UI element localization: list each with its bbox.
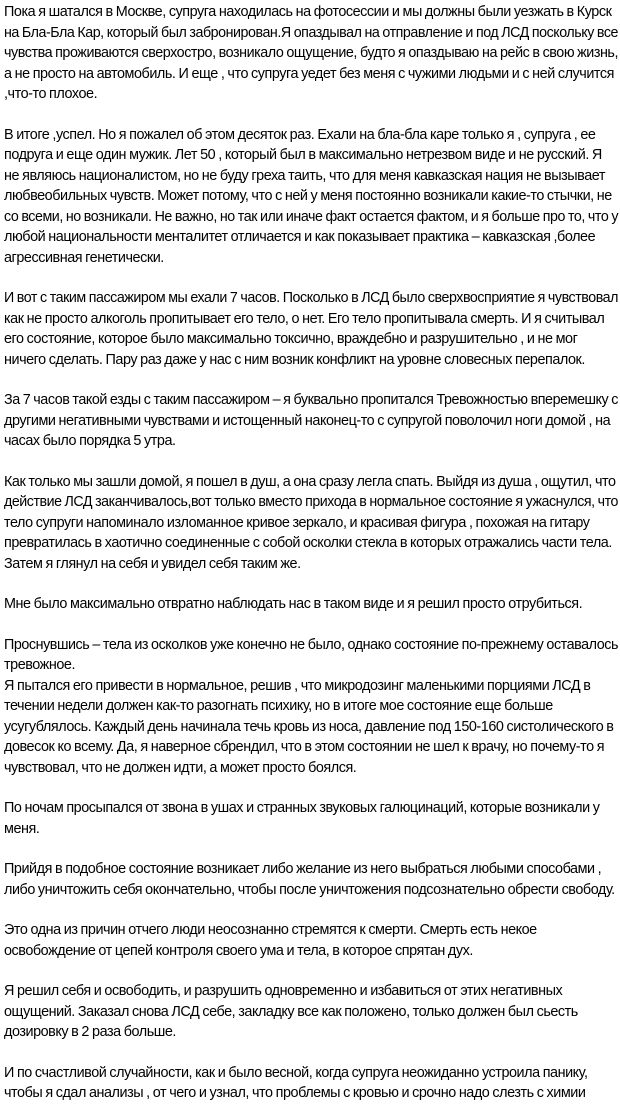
text-line: превратилась в хаотично соединенные с собой осколки стекла в которых отражались части тела. (4, 535, 612, 551)
paragraph (4, 920, 618, 961)
text-line: Мне было максимально отвратно наблюдать нас в таком виде и я решил просто отрубиться. (4, 596, 583, 612)
text-line: ,что-то плохое. (4, 86, 98, 102)
text-line: агрессивная генетически. (4, 249, 164, 266)
text-line: как не просто алкоголь пропитывает его тело, о нет. Его тело пропитывала смерть. И я считывал (4, 310, 605, 327)
text-line: За 7 часов такой езды с таким пассажиром – я буквально пропитался Тревожностью вперемешку с (4, 392, 618, 408)
text-line: усугублялось. Каждый день начинала течь кровь из носа, давление под 150-160 систолического в (4, 718, 614, 735)
paragraph (4, 676, 618, 779)
text-line: другими негативными чувствами и истощенный наконец-то с супругой поволочил ноги домой , на (4, 412, 611, 429)
text-line: любвеобильных чувств. Может потому, что с ней у меня постоянно возникали какие-то стычки, не (4, 188, 612, 204)
text-line: меня. (4, 820, 40, 837)
text-line: часах было порядка 5 утра. (4, 433, 176, 449)
text-line: тревожное. (4, 657, 76, 673)
text-line: довесок ко всему. Да, я наверное сбрендил, что в этом состоянии не шел к врачу, но почему-то я (4, 739, 605, 755)
paragraph (4, 798, 618, 839)
text-line: либо уничтожить себя окончательно, чтобы после уничтожения подсознательно обрести свободу. (4, 881, 615, 898)
paragraph (4, 1063, 618, 1104)
text-line: чувствовал, что не должен идти, а может просто боялся. (4, 759, 357, 776)
text-line: дозировку в 2 раза больше. (4, 1024, 176, 1040)
paragraph (4, 981, 618, 1043)
text-line: на Бла-Бла Кар, который был забронирован.Я опаздывал на отправление и под ЛСД поскольку все (4, 24, 619, 41)
paragraph (4, 2, 618, 105)
paragraph (4, 635, 618, 676)
text-line: действие ЛСД заканчивалось,вот только вместо прихода в нормальное состояние я ужаснулся, что (4, 494, 618, 510)
text-line: В итоге ,успел. Но я пожалел об этом десяток раз. Ехали на бла-бла каре только я , супруга , ее (4, 126, 596, 143)
paragraph (4, 859, 618, 900)
text-line: Затем я глянул на себя и увидел себя таким же. (4, 555, 301, 572)
text-line: а не просто на автомобиль. И еще , что супруга уедет без меня с чужими людьми и с ней случится (4, 65, 614, 82)
text-line: не являюсь националистом, но не буду греха таить, что для меня кавказская нация не вызывает (4, 167, 605, 184)
paragraph (4, 288, 618, 370)
text-line: Я решил себя и освободить, и разрушить одновременно и избавиться от этих негативных (4, 983, 563, 999)
text-line: освобождение от цепей контроля своего ума и тела, в которое спрятан дух. (4, 942, 473, 959)
paragraph (4, 125, 618, 269)
text-line: тело супруги напоминало изломанное кривое зеркало, и красивая фигура , похожая на гитару (4, 514, 590, 531)
text-line: течении недели должен как-то разогнать психику, но в итоге мое состояние еще больше (4, 698, 553, 714)
paragraph (4, 472, 618, 575)
text-line: По ночам просыпался от звона в ушах и странных звуковых галюцинаций, которые возникали у (4, 800, 600, 816)
text-line: И по счастливой случайности, как и было весной, когда супруга неожиданно устроила панику, (4, 1064, 588, 1081)
paragraph (4, 594, 618, 615)
text-line: его состояние, которое было максимально токсично, враждебно и разрушительно , и не мог (4, 331, 578, 347)
text-line: подруга и еще один мужик. Лет 50 , который был в максимально нетрезвом виде и не русский. Я (4, 147, 602, 163)
text-line: чтобы я сдал анализы , от чего и узнал, что проблемы с кровью и срочно надо слезть с химии (4, 1085, 586, 1101)
text-line: любой национальности менталитет отличается и как показывает практика – кавказская ,более (4, 229, 596, 245)
paragraph (4, 390, 618, 452)
text-line: Это одна из причин отчего люди неосознанно стремятся к смерти. Смерть есть некое (4, 922, 537, 938)
text-line: Прийдя в подобное состояние возникает либо желание из него выбраться любыми способами , (4, 861, 602, 877)
text-line: Проснувшись – тела из осколков уже конечно не было, однако состояние по-прежнему оставалось (4, 636, 618, 653)
text-line: И вот с таким пассажиром мы ехали 7 часов. Посколько в ЛСД было сверхвосприятие я чувствовал (4, 290, 619, 306)
text-line: Пока я шатался в Москве, супруга находилась на фотосессии и мы должны были уезжать в Курск (4, 4, 612, 20)
text-line: ничего сделать. Пару раз даже у нас с ним возник конфликт на уровне словесных перепалок. (4, 351, 585, 368)
text-line: ощущений. Заказал снова ЛСД себе, закладку все как положено, только должен был сьесть (4, 1003, 578, 1020)
text-line: Я пытался его привести в нормальное, решив , что микродозинг маленькими порциями ЛСД в (4, 677, 591, 694)
text-line: со всеми, но возникали. Не важно, но так или иначе факт остается фактом, и я больше про то, что у (4, 208, 619, 225)
text-line: чувства проживаются сверхостро, возникало ощущение, будто я опаздываю на рейс в свою жизнь, (4, 45, 618, 61)
text-line: Как только мы зашли домой, я пошел в душ, а она сразу легла спать. Выйдя из душа , ощутил, что (4, 473, 616, 490)
